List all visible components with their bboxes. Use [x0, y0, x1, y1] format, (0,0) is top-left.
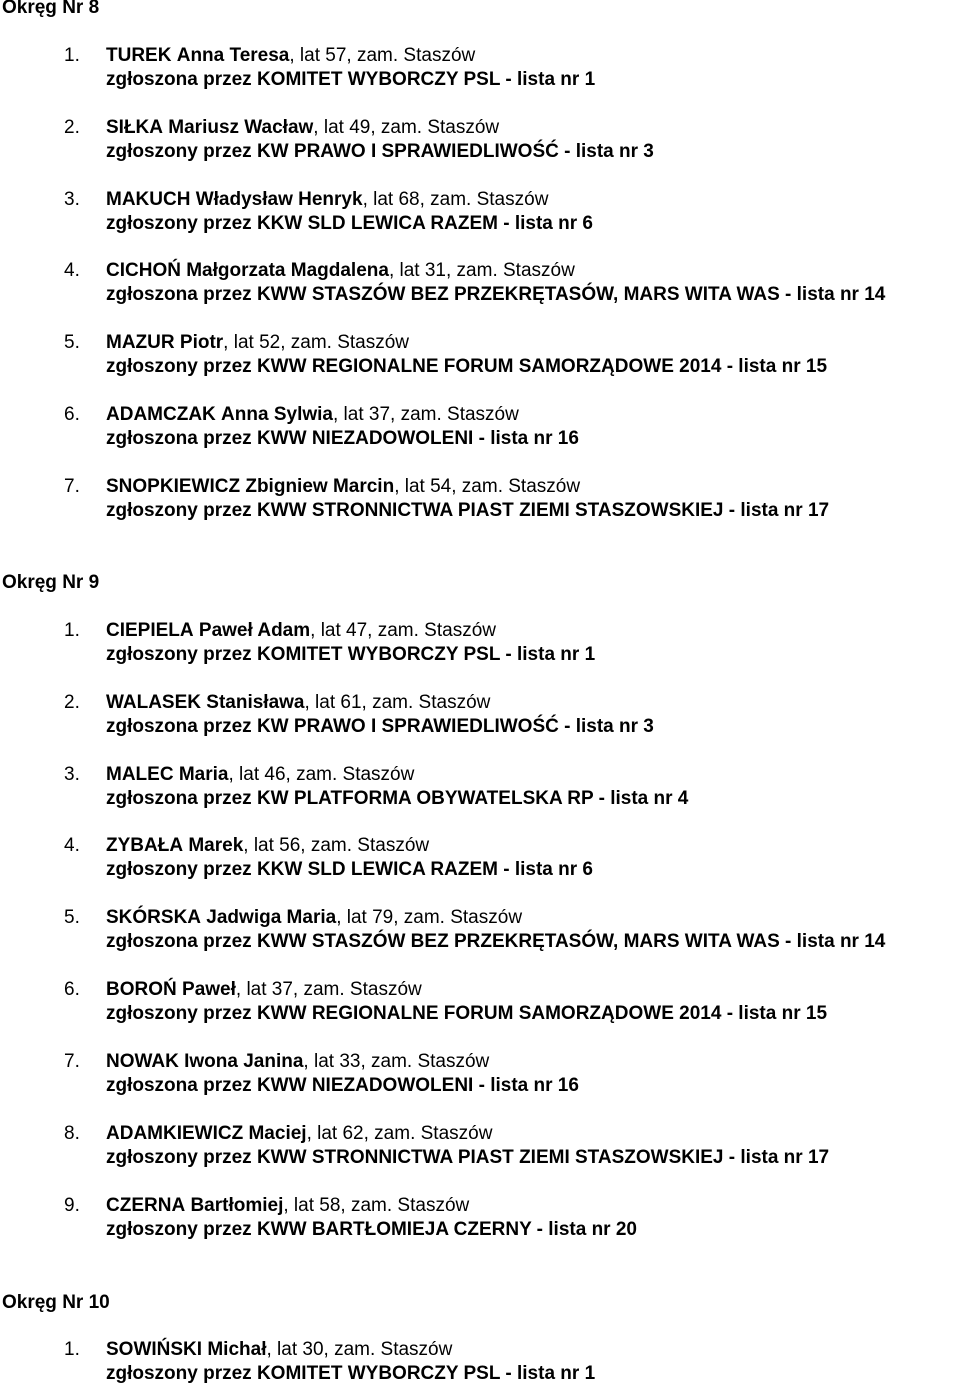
candidate-first-name: Iwona Janina	[184, 1051, 304, 1072]
candidate-line	[106, 331, 409, 355]
candidate-line	[106, 619, 496, 643]
item-number: 7.	[64, 1051, 80, 1072]
candidate-surname: SKÓRSKA	[106, 907, 202, 928]
candidate-nomination: zgłoszona przez KWW STASZÓW BEZ PRZEKRĘTASÓW, MARS WITA WAS - lista nr 14	[106, 931, 886, 952]
candidate-line	[106, 475, 580, 499]
item-number: 9.	[64, 1195, 80, 1216]
candidate-surname: ADAMKIEWICZ	[106, 1123, 244, 1144]
list-item	[0, 1122, 960, 1170]
candidate-details: , lat 37, zam. Staszów	[235, 979, 422, 1000]
candidate-nomination: zgłoszony przez KWW STRONNICTWA PIAST ZIEMI STASZOWSKIEJ - lista nr 17	[106, 1147, 830, 1168]
list-item	[0, 978, 960, 1026]
candidate-first-name: Maciej	[248, 1123, 307, 1144]
candidate-surname: BOROŃ	[106, 979, 177, 1000]
candidate-line	[106, 259, 575, 283]
list-item	[0, 116, 960, 164]
list-item	[0, 1338, 960, 1386]
candidate-surname: SIŁKA	[106, 117, 163, 138]
candidate-details: , lat 58, zam. Staszów	[283, 1195, 470, 1216]
candidate-surname: WALASEK	[106, 692, 201, 713]
candidate-nomination: zgłoszony przez KW PRAWO I SPRAWIEDLIWOŚĆ - lista nr 3	[106, 141, 654, 162]
list-item	[0, 403, 960, 451]
list-item	[0, 691, 960, 739]
item-number: 2.	[64, 117, 80, 138]
list-item	[0, 475, 960, 523]
item-number: 1.	[64, 620, 80, 641]
list-item	[0, 906, 960, 954]
candidate-line	[106, 188, 548, 212]
item-number: 5.	[64, 332, 80, 353]
candidate-first-name: Zbigniew Marcin	[245, 476, 395, 497]
list-item	[0, 259, 960, 307]
candidate-details: , lat 61, zam. Staszów	[304, 692, 491, 713]
candidate-surname: CIEPIELA	[106, 620, 194, 641]
candidate-details: , lat 57, zam. Staszów	[289, 45, 476, 66]
candidate-first-name: Bartłomiej	[190, 1195, 284, 1216]
candidate-details: , lat 79, zam. Staszów	[336, 907, 523, 928]
candidate-line	[106, 1122, 492, 1146]
candidate-first-name: Paweł	[182, 979, 236, 1000]
candidate-nomination: zgłoszona przez KWW STASZÓW BEZ PRZEKRĘTASÓW, MARS WITA WAS - lista nr 14	[106, 284, 886, 305]
district-title: Okręg Nr 9	[2, 572, 100, 593]
candidate-details: , lat 37, zam. Staszów	[332, 404, 519, 425]
candidate-surname: SOWIŃSKI	[106, 1339, 203, 1360]
candidate-line	[106, 1050, 489, 1074]
candidate-first-name: Jadwiga Maria	[206, 907, 337, 928]
candidate-surname: ZYBAŁA	[106, 835, 184, 856]
candidate-first-name: Stanisława	[206, 692, 305, 713]
list-item	[0, 619, 960, 667]
item-number: 6.	[64, 979, 80, 1000]
candidate-first-name: Anna Teresa	[176, 45, 290, 66]
candidate-details: , lat 46, zam. Staszów	[228, 764, 415, 785]
list-item	[0, 763, 960, 811]
candidate-nomination: zgłoszona przez KWW NIEZADOWOLENI - lista nr 16	[106, 428, 579, 449]
candidate-line	[106, 906, 522, 930]
list-item	[0, 44, 960, 92]
candidate-line	[106, 834, 429, 858]
candidate-details: , lat 31, zam. Staszów	[388, 260, 575, 281]
candidate-surname: CICHOŃ	[106, 260, 181, 281]
candidate-details: , lat 52, zam. Staszów	[223, 332, 410, 353]
candidate-nomination: zgłoszony przez KKW SLD LEWICA RAZEM - lista nr 6	[106, 213, 593, 234]
candidate-details: , lat 56, zam. Staszów	[243, 835, 430, 856]
candidate-nomination: zgłoszona przez KW PLATFORMA OBYWATELSKA RP - lista nr 4	[106, 788, 689, 809]
item-number: 7.	[64, 476, 80, 497]
item-number: 6.	[64, 404, 80, 425]
candidate-nomination: zgłoszony przez KWW STRONNICTWA PIAST ZIEMI STASZOWSKIEJ - lista nr 17	[106, 500, 830, 521]
candidate-first-name: Piotr	[179, 332, 224, 353]
candidate-nomination: zgłoszony przez KOMITET WYBORCZY PSL - lista nr 1	[106, 644, 596, 665]
candidate-details: , lat 30, zam. Staszów	[266, 1339, 453, 1360]
candidate-surname: MAKUCH	[106, 189, 191, 210]
candidate-details: , lat 47, zam. Staszów	[310, 620, 496, 641]
candidate-details: , lat 49, zam. Staszów	[313, 117, 500, 138]
item-number: 1.	[64, 45, 80, 66]
candidate-surname: SNOPKIEWICZ	[106, 476, 241, 497]
candidate-first-name: Maria	[178, 764, 229, 785]
candidate-nomination: zgłoszona przez KOMITET WYBORCZY PSL - lista nr 1	[106, 69, 596, 90]
item-number: 4.	[64, 835, 80, 856]
candidate-nomination: zgłoszony przez KWW BARTŁOMIEJA CZERNY - lista nr 20	[106, 1219, 637, 1240]
candidate-surname: CZERNA	[106, 1195, 186, 1216]
candidate-line	[106, 978, 422, 1002]
candidate-line	[106, 116, 499, 140]
candidate-first-name: Władysław Henryk	[195, 189, 363, 210]
list-item	[0, 1194, 960, 1242]
candidate-line	[106, 403, 519, 427]
item-number: 1.	[64, 1339, 80, 1360]
candidate-details: , lat 54, zam. Staszów	[394, 476, 581, 497]
list-item	[0, 1050, 960, 1098]
candidate-first-name: Anna Sylwia	[221, 404, 333, 425]
list-item	[0, 331, 960, 379]
candidate-surname: MAZUR	[106, 332, 175, 353]
candidate-surname: TUREK	[106, 45, 172, 66]
candidate-first-name: Mariusz Wacław	[168, 117, 314, 138]
candidate-line	[106, 763, 414, 787]
candidate-nomination: zgłoszona przez KW PRAWO I SPRAWIEDLIWOŚĆ - lista nr 3	[106, 716, 654, 737]
candidate-line	[106, 1338, 452, 1362]
candidate-surname: ADAMCZAK	[106, 404, 216, 425]
candidate-surname: NOWAK	[106, 1051, 179, 1072]
candidate-nomination: zgłoszony przez KWW REGIONALNE FORUM SAMORZĄDOWE 2014 - lista nr 15	[106, 356, 828, 377]
candidate-line	[106, 1194, 469, 1218]
candidate-first-name: Michał	[207, 1339, 267, 1360]
list-item	[0, 188, 960, 236]
list-item	[0, 834, 960, 882]
item-number: 8.	[64, 1123, 80, 1144]
candidate-surname: MALEC	[106, 764, 174, 785]
item-number: 2.	[64, 692, 80, 713]
item-number: 3.	[64, 764, 80, 785]
item-number: 4.	[64, 260, 80, 281]
item-number: 5.	[64, 907, 80, 928]
candidate-first-name: Marek	[188, 835, 244, 856]
candidate-nomination: zgłoszona przez KWW NIEZADOWOLENI - lista nr 16	[106, 1075, 579, 1096]
candidate-first-name: Małgorzata Magdalena	[186, 260, 389, 281]
candidate-first-name: Paweł Adam	[198, 620, 311, 641]
candidate-line	[106, 44, 475, 68]
candidate-nomination: zgłoszony przez KKW SLD LEWICA RAZEM - lista nr 6	[106, 859, 593, 880]
item-number: 3.	[64, 189, 80, 210]
candidate-details: , lat 62, zam. Staszów	[306, 1123, 493, 1144]
candidate-line	[106, 691, 490, 715]
candidate-nomination: zgłoszony przez KWW REGIONALNE FORUM SAMORZĄDOWE 2014 - lista nr 15	[106, 1003, 828, 1024]
district-title: Okręg Nr 8	[2, 0, 100, 18]
candidate-details: , lat 33, zam. Staszów	[303, 1051, 490, 1072]
district-title: Okręg Nr 10	[2, 1292, 110, 1313]
candidate-details: , lat 68, zam. Staszów	[362, 189, 549, 210]
candidate-nomination: zgłoszony przez KOMITET WYBORCZY PSL - lista nr 1	[106, 1363, 596, 1384]
